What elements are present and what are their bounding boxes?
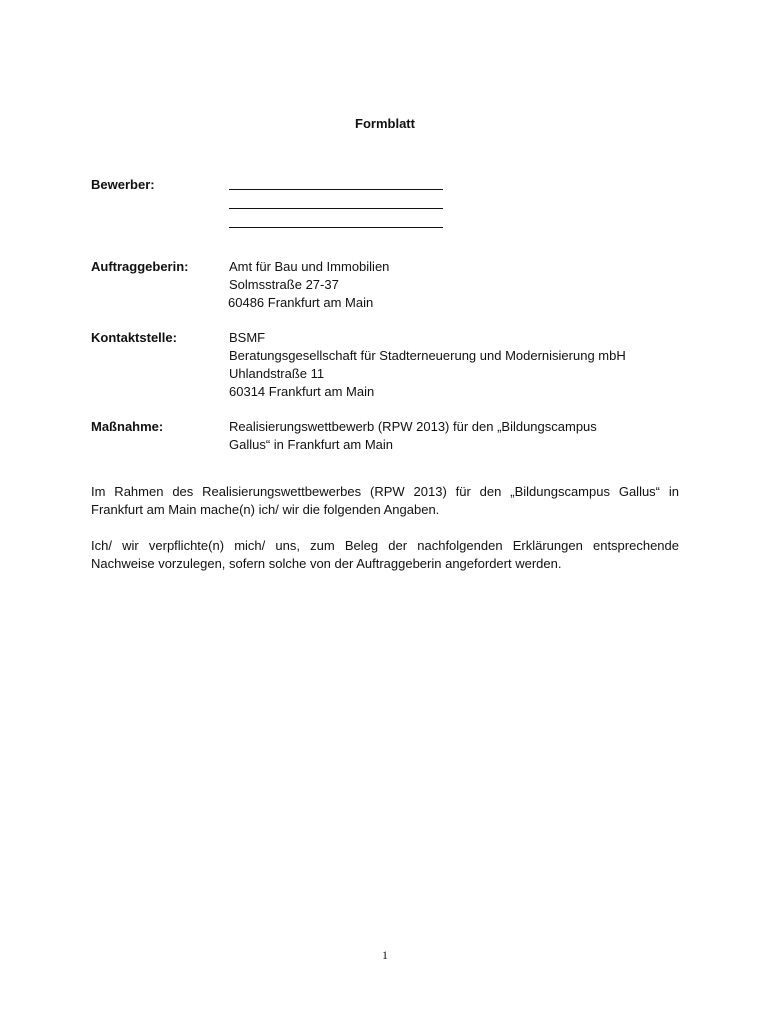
bewerber-blank-line-1[interactable] bbox=[229, 172, 443, 190]
obligation-paragraph: Ich/ wir verpflichte(n) mich/ uns, zum Beleg der nachfolgenden Erklärungen entsprechende Nachweise vorzulegen, sofern solche von der Auftraggeberin angefordert werden. bbox=[91, 538, 679, 571]
bewerber-blank-line-3[interactable] bbox=[229, 210, 443, 228]
page-number: 1 bbox=[382, 948, 388, 962]
auftraggeberin-line: 60486 Frankfurt am Main bbox=[228, 295, 374, 310]
massnahme-line: Gallus“ in Frankfurt am Main bbox=[229, 437, 393, 452]
bewerber-label: Bewerber: bbox=[91, 177, 155, 192]
auftraggeberin-address bbox=[229, 258, 389, 312]
massnahme-label: Maßnahme: bbox=[91, 419, 164, 434]
auftraggeberin-line: Amt für Bau und Immobilien bbox=[229, 259, 390, 274]
kontaktstelle-line: Beratungsgesellschaft für Stadterneuerung und Modernisierung mbH bbox=[229, 348, 626, 363]
auftraggeberin-label: Auftraggeberin: bbox=[91, 259, 189, 274]
intro-paragraph: Im Rahmen des Realisierungswettbewerbes (RPW 2013) für den „Bildungscampus Gallus“ in Frankfurt am Main mache(n) ich/ wir die folgenden Angaben. bbox=[91, 484, 679, 517]
bewerber-blank-line-2[interactable] bbox=[229, 191, 443, 209]
bewerber-fields bbox=[229, 172, 443, 229]
kontaktstelle-label: Kontaktstelle: bbox=[91, 330, 177, 345]
auftraggeberin-line: Solmsstraße 27-37 bbox=[229, 277, 339, 292]
kontaktstelle-line: Uhlandstraße 11 bbox=[229, 366, 325, 381]
page-title: Formblatt bbox=[355, 116, 415, 131]
kontaktstelle-line: BSMF bbox=[229, 330, 266, 345]
kontaktstelle-line: 60314 Frankfurt am Main bbox=[229, 384, 375, 399]
massnahme-line: Realisierungswettbewerb (RPW 2013) für den „Bildungscampus bbox=[229, 419, 597, 434]
kontaktstelle-address bbox=[229, 329, 626, 401]
massnahme-text bbox=[229, 418, 597, 454]
